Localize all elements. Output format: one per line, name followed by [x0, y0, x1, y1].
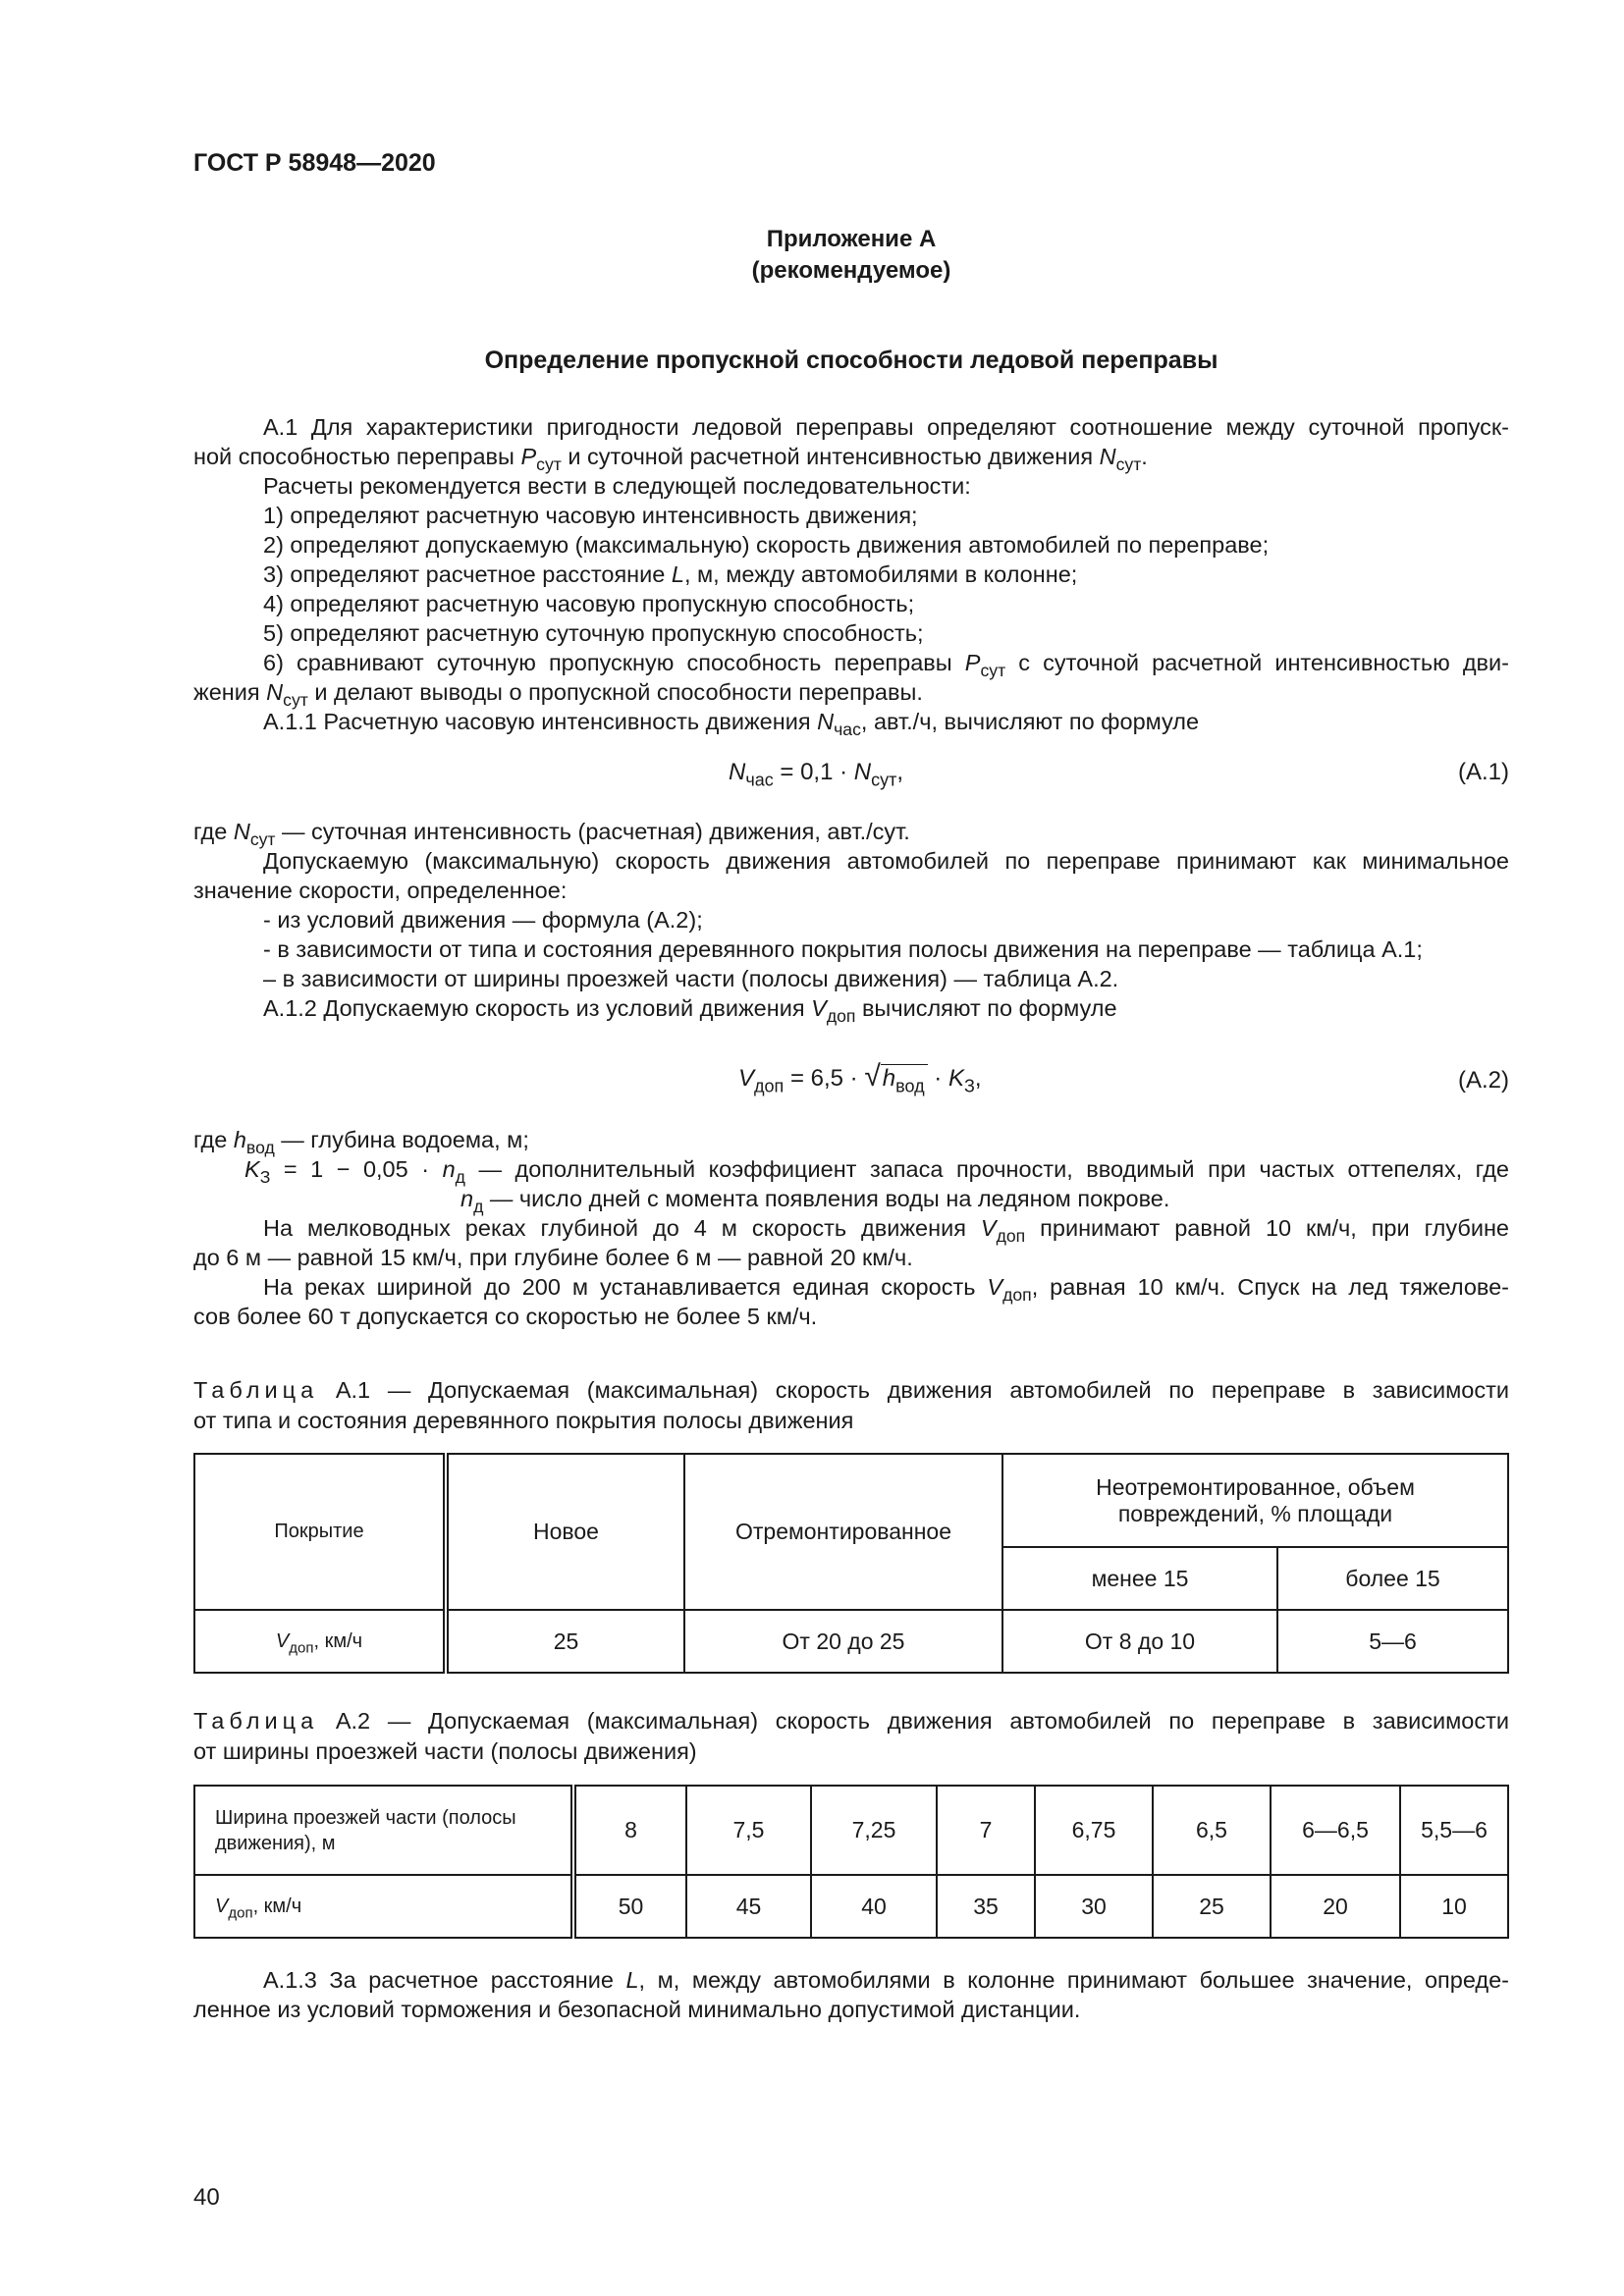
table2-width-row [194, 1786, 1508, 1875]
condition-2: - в зависимости от типа и состояния деревянного покрытия полосы движения на переправе — таблица А.1; [263, 936, 1423, 962]
definition-nd: $n_д$ — число дней с момента появления воды на ледяном покрове. [460, 1186, 1170, 1217]
table1-caption [193, 1375, 1509, 1436]
table1-h-cover: Покрытие [194, 1454, 446, 1610]
table1-row-label: $V_{доп}$, км/ч [194, 1610, 446, 1673]
table-a1 [193, 1453, 1509, 1674]
where-hvod: где $h_{вод}$ — глубина водоема, м; [193, 1127, 529, 1158]
table2-cell: 25 [1153, 1875, 1271, 1938]
paragraph-a13-block [193, 1965, 1509, 2024]
table1-cell: 5—6 [1277, 1610, 1508, 1673]
paragraph-a1-line2: ной способностью переправы $P_{сут}$ и суточной расчетной интенсивностью движения $N_{сут}$. [193, 444, 1148, 475]
order-intro: Расчеты рекомендуется вести в следующей последовательности: [263, 473, 971, 499]
formula-a1: $N_{час} = 0,1 \cdot N_{сут}$, [729, 759, 904, 790]
table2-cell: 45 [686, 1875, 811, 1938]
table1-cell: 25 [446, 1610, 684, 1673]
paragraph-a1-block [193, 412, 1509, 740]
table2-cell: 40 [811, 1875, 937, 1938]
table2-cell: 20 [1271, 1875, 1400, 1938]
step-6-line1: 6) сравнивают суточную пропускную способность переправы $P_{сут}$ с суточной расчетной интенсивностью дви- [263, 650, 1509, 681]
table2-cell: 6,75 [1035, 1786, 1153, 1875]
step-5: 5) определяют расчетную суточную пропускную способность; [263, 620, 924, 646]
wide-rivers-line1: На реках шириной до 200 м устанавливается единая скорость $V_{доп}$, равная 10 км/ч. Спуск на лед тяжелове- [263, 1274, 1510, 1306]
step-2: 2) определяют допускаемую (максимальную) скорость движения автомобилей по переправе; [263, 532, 1270, 558]
paragraph-a11: А.1.1 Расчетную часовую интенсивность движения $N_{час}$, авт./ч, вычисляют по формуле [263, 709, 1200, 740]
table2-cell: 6,5 [1153, 1786, 1271, 1875]
table2-cell: 7,25 [811, 1786, 937, 1875]
speed-text-line1: Допускаемую (максимальную) скорость движения автомобилей по переправе принимают как минимальное [263, 848, 1509, 874]
coefficient-kz: $K_З = 1 - 0,05 \cdot n_д$ — дополнительный коэффициент запаса прочности, вводимый при частых оттепелях, где [244, 1156, 1509, 1188]
table2-cell: 10 [1400, 1875, 1508, 1938]
table2-cell: 30 [1035, 1875, 1153, 1938]
table1-caption-line2: от типа и состояния деревянного покрытия полосы движения [193, 1408, 854, 1433]
appendix-heading: Определение пропускной способности ледовой переправы [484, 347, 1218, 374]
table2-speed-row [194, 1875, 1508, 1938]
shallow-rivers-line1: На мелководных реках глубиной до 4 м скорость движения $V_{доп}$ принимают равной 10 км/ч, при глубине [263, 1215, 1509, 1247]
step-4: 4) определяют расчетную часовую пропускную способность; [263, 591, 915, 616]
table2-cell: 35 [937, 1875, 1035, 1938]
table2-cell: 5,5—6 [1400, 1786, 1508, 1875]
table1-h-more15: более 15 [1277, 1547, 1508, 1610]
table2-cell: 6—6,5 [1271, 1786, 1400, 1875]
definitions-block [193, 1125, 1509, 1331]
condition-3: – в зависимости от ширины проезжей части (полосы движения) — таблица А.2. [263, 966, 1119, 991]
speed-conditions-block [193, 817, 1509, 1027]
speed-text-line2: значение скорости, определенное: [193, 878, 568, 903]
table2-row-label: $V_{доп}$, км/ч [194, 1875, 573, 1938]
formula-a2: $V_{доп} = 6,5 \cdot √h_{вод} \cdot K_З$, [738, 1060, 982, 1096]
formula-a2-number: (А.2) [1457, 1067, 1509, 1094]
table1-caption-line1: Таблица А.1 — Допускаемая (максимальная) скорость движения автомобилей по переправе в зависимости [193, 1377, 1509, 1403]
table2-h-width: Ширина проезжей части (полосы движения), м [194, 1786, 573, 1875]
table1-h-new: Новое [446, 1454, 684, 1610]
paragraph-a1-line1: А.1 Для характеристики пригодности ледовой переправы определяют соотношение между суточной пропуск- [263, 414, 1509, 440]
table2-caption-line1: Таблица А.2 — Допускаемая (максимальная) скорость движения автомобилей по переправе в зависимости [193, 1708, 1509, 1734]
condition-1: - из условий движения — формула (А.2); [263, 907, 703, 933]
formula-a1-number: (А.1) [1457, 759, 1509, 785]
step-6-line2: жения $N_{сут}$ и делают выводы о пропускной способности переправы. [193, 679, 923, 711]
step-3: 3) определяют расчетное расстояние L, м, между автомобилями в колонне; [263, 561, 1078, 587]
sqrt-icon: √ [864, 1060, 881, 1093]
table1-cell: От 20 до 25 [684, 1610, 1002, 1673]
appendix-status: (рекомендуемое) [751, 257, 951, 284]
shallow-rivers-line2: до 6 м — равной 15 км/ч, при глубине более 6 м — равной 20 км/ч. [193, 1245, 913, 1270]
table2-caption-line2: от ширины проезжей части (полосы движения) [193, 1738, 697, 1764]
standard-header: ГОСТ Р 58948—2020 [193, 149, 436, 177]
appendix-title: Приложение А [766, 226, 937, 252]
step-1: 1) определяют расчетную часовую интенсивность движения; [263, 503, 918, 528]
paragraph-a13-line2: ленное из условий торможения и безопасной минимально допустимой дистанции. [193, 1997, 1081, 2022]
table2-cell: 7,5 [686, 1786, 811, 1875]
table2-caption [193, 1706, 1509, 1767]
table1-h-less15: менее 15 [1002, 1547, 1277, 1610]
table1-h-unrepaired: Неотремонтированное, объем повреждений, % площади [1002, 1454, 1508, 1547]
paragraph-a12: А.1.2 Допускаемую скорость из условий движения $V_{доп}$ вычисляют по формуле [263, 995, 1117, 1027]
paragraph-a13-line1: А.1.3 За расчетное расстояние L, м, между автомобилями в колонне принимают большее значение, опреде- [263, 1967, 1509, 1993]
table2-cell: 7 [937, 1786, 1035, 1875]
table2-cell: 8 [573, 1786, 686, 1875]
table1-header-row [194, 1454, 1508, 1547]
where-nsut: где $N_{сут}$ — суточная интенсивность (расчетная) движения, авт./сут. [193, 819, 910, 850]
table-a2 [193, 1785, 1509, 1939]
table1-cell: От 8 до 10 [1002, 1610, 1277, 1673]
table1-row-speed [194, 1610, 1508, 1673]
wide-rivers-line2: сов более 60 т допускается со скоростью не более 5 км/ч. [193, 1304, 818, 1329]
table1-h-repaired: Отремонтированное [684, 1454, 1002, 1610]
table2-cell: 50 [573, 1875, 686, 1938]
page-number: 40 [193, 2184, 220, 2211]
